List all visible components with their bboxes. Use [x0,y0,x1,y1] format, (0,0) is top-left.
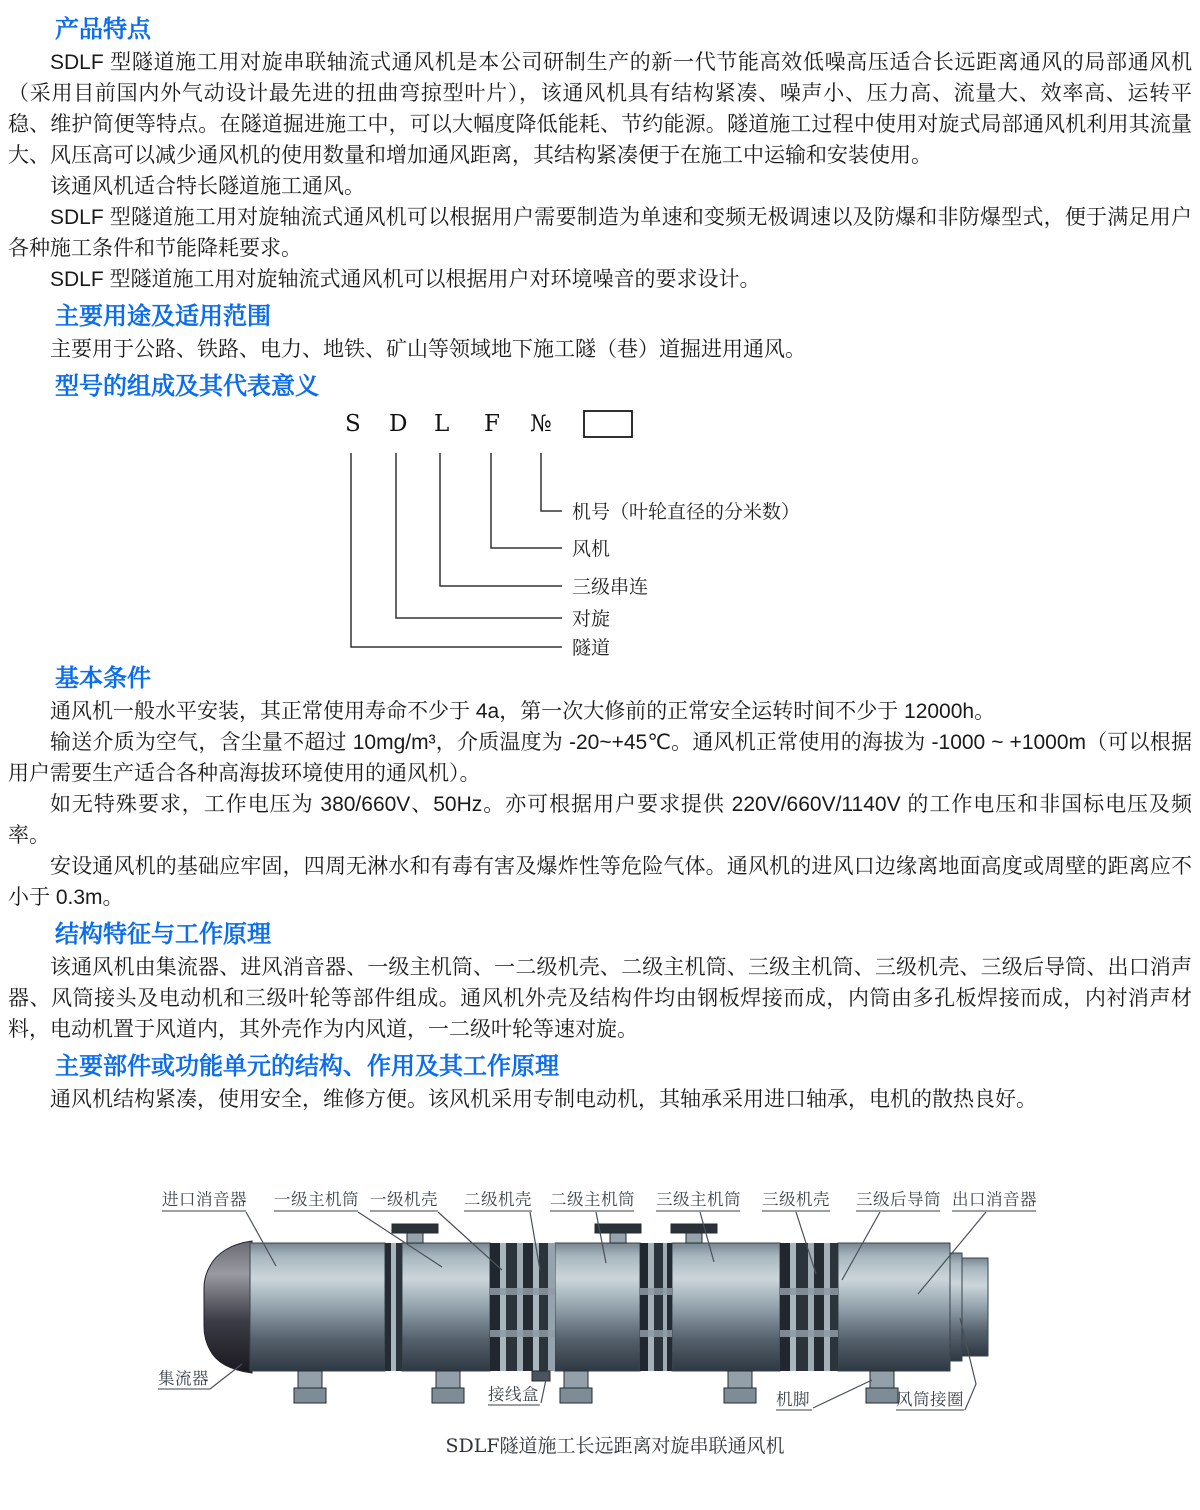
fan-label-stage3-casing: 三级机壳 [762,1190,830,1209]
model-label-number: 机号（叶轮直径的分米数） [572,501,801,523]
paragraph-basic-1: 通风机一般水平安装，其正常使用寿命不少于 4a，第一次大修前的正常安全运转时间不少于 12000h。 [50,700,996,723]
model-label-fan: 风机 [572,538,611,560]
section-title-structure: 结构特征与工作原理 [55,921,271,948]
fan-label-feet: 机脚 [776,1390,810,1409]
model-letter-d: D [389,411,408,437]
fan-label-stage3-tube: 三级主机筒 [656,1190,741,1209]
section-title-usage: 主要用途及适用范围 [55,303,271,330]
fan-label-stage1-casing: 一级机壳 [370,1190,438,1209]
model-label-stages: 三级串连 [572,576,649,598]
fan-label-outlet-silencer: 出口消音器 [952,1190,1037,1209]
section-title-features: 产品特点 [55,16,151,43]
model-branch-labels [572,501,800,657]
paragraph-usage-1: 主要用于公路、铁路、电力、地铁、矿山等领域地下施工隧（巷）道掘进用通风。 [50,338,806,361]
fan-label-stage2-tube: 二级主机筒 [550,1190,635,1209]
fan-lifting-handles [392,1224,717,1243]
fan-label-junction-box: 接线盒 [488,1385,539,1404]
model-branch-lines [351,453,562,647]
model-label-tunnel: 隧道 [572,637,611,657]
paragraph-basic-4: 安设通风机的基础应牢固，四周无淋水和有毒有害及爆炸性等危险气体。通风机的进风口边缘离地面高度或周壁的距离应不小于 0.3m。 [8,855,1192,909]
paragraph-basic-2: 输送介质为空气，含尘量不超过 10mg/m³，介质温度为 -20~+45℃。通风机正常使用的海拔为 -1000 ~ +1000m（可以根据用户需要生产适合各种高海拔环境使用的通风机）。 [8,731,1192,785]
paragraph-features-2: 该通风机适合特长隧道施工通风。 [50,175,365,198]
fan-label-rear-guide: 三级后导筒 [856,1190,941,1209]
paragraph-features-4: SDLF 型隧道施工用对旋轴流式通风机可以根据用户对环境噪音的要求设计。 [50,268,761,291]
model-letter-s: S [345,411,361,437]
fan-tube-sections [250,1243,988,1371]
model-letters [345,411,552,437]
model-letter-l: L [434,411,450,437]
section-title-parts: 主要部件或功能单元的结构、作用及其工作原理 [55,1053,559,1080]
model-letter-f: F [484,411,500,437]
fan-label-stage2-casing: 二级机壳 [464,1190,532,1209]
model-letter-no: № [530,411,552,437]
paragraph-basic-3: 如无特殊要求，工作电压为 380/660V、50Hz。亦可根据用户要求提供 220V/660V/1140V 的工作电压和非国标电压及频率。 [8,793,1192,847]
model-number-box [584,411,632,437]
fan-bellmouth [204,1241,252,1373]
paragraph-structure-1: 该通风机由集流器、进风消音器、一级主机筒、一二级机壳、二级主机筒、三级主机筒、三级机壳、三级后导筒、出口消声器、风筒接头及电动机和三级叶轮等部件组成。通风机外壳及结构件均由钢板焊接而成，内筒由多孔板焊接而成，内衬消声材料，电动机置于风道内，其外壳作为内风道，一二级叶轮等速对旋。 [8,956,1192,1041]
fan-label-duct-ring: 风筒接圈 [896,1390,964,1409]
paragraph-features-3: SDLF 型隧道施工用对旋轴流式通风机可以根据用户需要制造为单速和变频无极调速以及防爆和非防爆型式，便于满足用户各种施工条件和节能降耗要求。 [8,206,1192,260]
section-title-basic: 基本条件 [55,665,151,692]
fan-label-inlet-silencer: 进口消音器 [162,1190,247,1209]
section-title-model: 型号的组成及其代表意义 [55,373,319,400]
model-composition-diagram [290,405,1060,657]
paragraph-features-1: SDLF 型隧道施工用对旋串联轴流式通风机是本公司研制生产的新一代节能高效低噪高压适合长远距离通风的局部通风机（采用目前国内外气动设计最先进的扭曲弯掠型叶片），该通风机具有结构紧凑、噪声小、压力高、流量大、效率高、运转平稳、维护简便等特点。在隧道掘进施工中，可以大幅度降低能耗、节约能源。隧道施工过程中使用对旋式局部通风机利用其流量大、风压高可以减少通风机的使用数量和增加通风距离，其结构紧凑便于在施工中运输和安装使用。 [8,51,1192,167]
fan-label-collector: 集流器 [158,1369,209,1388]
paragraph-parts-1: 通风机结构紧凑，使用安全，维修方便。该风机采用专制电动机，其轴承采用进口轴承，电机的散热良好。 [50,1088,1037,1111]
fan-assembly-diagram [100,1170,1100,1470]
model-label-counter: 对旋 [572,608,611,630]
fan-label-stage1-tube: 一级主机筒 [274,1190,359,1209]
fan-diagram-caption: SDLF隧道施工长远距离对旋串联通风机 [445,1435,785,1457]
